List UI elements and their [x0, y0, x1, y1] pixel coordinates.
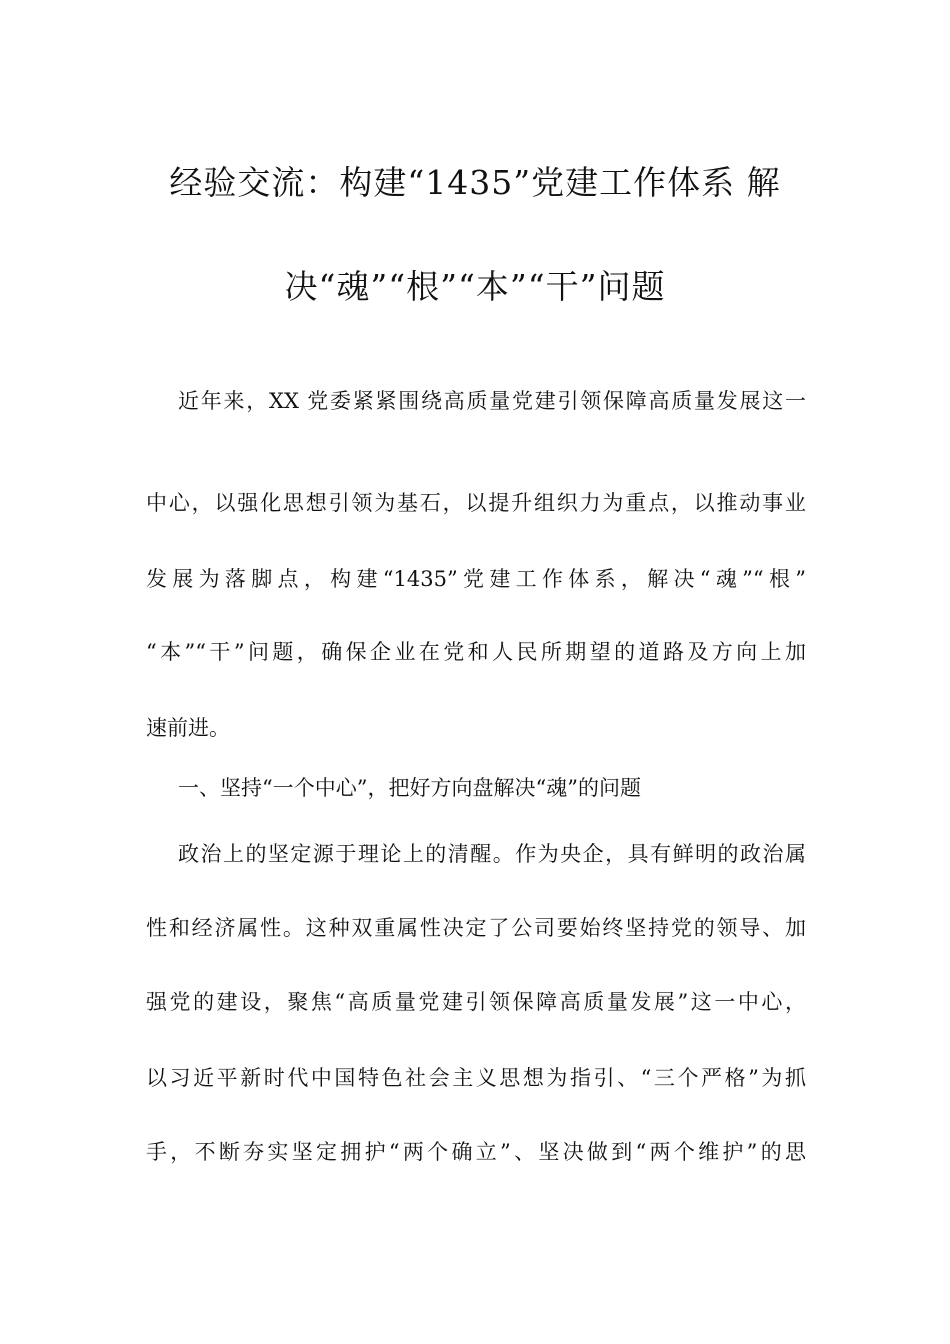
section-heading-1: 一、坚持“一个中心”，把好方向盘解决“魂”的问题: [178, 776, 641, 800]
paragraph-2-line-3: 强党的建设，聚焦“高质量党建引领保障高质量发展”这一中心，: [146, 990, 806, 1014]
paragraph-2-line-2: 性和经济属性。这种双重属性决定了公司要始终坚持党的领导、加: [146, 916, 806, 940]
paragraph-1-line-2: 中心，以强化思想引领为基石，以提升组织力为重点，以推动事业: [146, 491, 806, 515]
paragraph-2-line-4: 以习近平新时代中国特色社会主义思想为指引、“三个严格”为抓: [146, 1066, 806, 1090]
paragraph-2-line-1: 政治上的坚定源于理论上的清醒。作为央企，具有鲜明的政治属: [178, 842, 806, 866]
document-title-line-1: 经验交流：构建“1435”党建工作体系 解: [169, 163, 781, 202]
paragraph-1-line-1: 近年来，XX 党委紧紧围绕高质量党建引领保障高质量发展这一: [178, 389, 806, 413]
paragraph-1-line-3: 发展为落脚点，构建“1435”党建工作体系，解决“魂”“根”: [146, 567, 806, 591]
paragraph-1-line-5: 速前进。: [146, 716, 230, 740]
paragraph-1-line-4: “本”“干”问题，确保企业在党和人民所期望的道路及方向上加: [146, 640, 806, 664]
paragraph-2-line-5: 手，不断夯实坚定拥护“两个确立”、坚决做到“两个维护”的思: [146, 1140, 806, 1164]
document-title-line-2: 决“魂”“根”“本”“干”问题: [284, 267, 666, 306]
